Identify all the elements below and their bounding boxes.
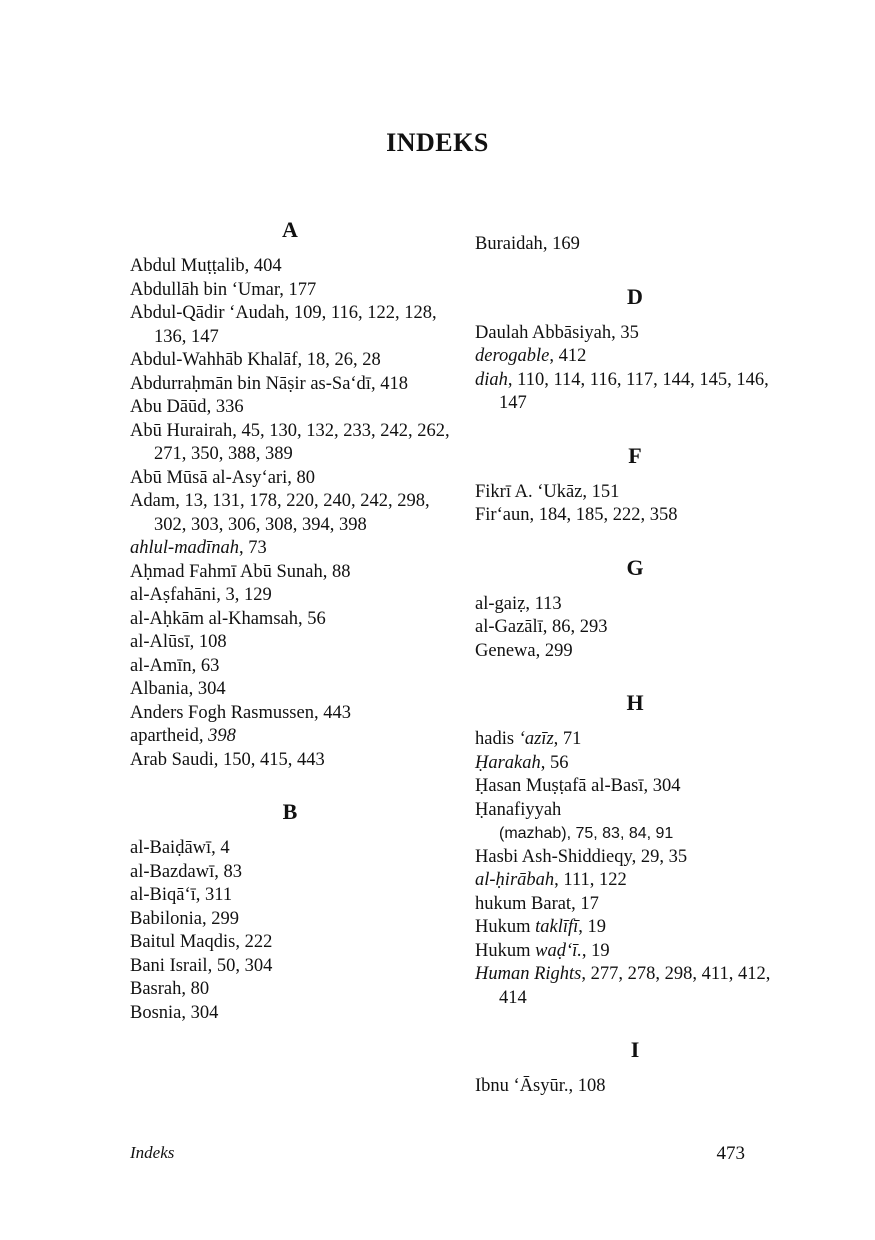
index-term: al-Gazālī — [475, 617, 543, 637]
index-term: Abdullāh bin ‘Umar — [130, 279, 280, 300]
index-entry — [475, 640, 795, 664]
index-pages: , 109, 116, 122, 128, 136, 147 — [154, 303, 437, 347]
index-pages: , 111, 122 — [554, 870, 627, 890]
index-entry — [130, 584, 450, 608]
index-pages: , 222 — [235, 932, 273, 952]
index-pages: , 169 — [542, 234, 580, 254]
index-term: al-Bazdawī — [130, 861, 215, 882]
index-pages: , 80 — [181, 979, 210, 999]
index-pages: , 418 — [370, 373, 408, 394]
index-pages: , 80 — [287, 467, 315, 488]
index-entry — [475, 752, 795, 776]
index-entry — [130, 655, 450, 679]
index-pages: , 83 — [214, 861, 242, 882]
page-title: INDEKS — [386, 128, 489, 157]
index-term: Abū Hurairah — [130, 420, 233, 441]
index-term: Adam — [130, 491, 176, 511]
index-entry — [130, 955, 450, 979]
index-entry — [475, 775, 795, 799]
index-term: derogable — [475, 346, 550, 366]
index-subentry: (mazhab), 75, 83, 84, 91 — [499, 825, 674, 842]
index-term: al-Amīn — [130, 655, 192, 676]
section-letter: B — [282, 799, 298, 824]
index-term: Ḥarakah — [475, 752, 541, 773]
index-term: Hukum — [475, 940, 536, 961]
index-term: Human Rights — [475, 964, 582, 984]
index-entry — [475, 916, 795, 940]
index-entry — [130, 420, 450, 467]
index-pages: , 18, 26, 28 — [297, 350, 381, 370]
index-term: al-Baiḍāwī — [130, 838, 212, 858]
index-pages: , 19 — [581, 940, 610, 961]
index-entry — [475, 481, 795, 505]
index-entry — [130, 302, 450, 349]
section-letter: G — [626, 554, 644, 580]
index-entry — [130, 908, 450, 932]
index-term: Abu Dāūd — [130, 397, 207, 417]
index-entry — [475, 846, 795, 870]
index-term: hadis — [475, 729, 519, 749]
index-entry — [130, 1002, 450, 1026]
index-entry — [130, 349, 450, 373]
index-pages: , 304 — [643, 776, 681, 796]
index-pages: , 398 — [198, 726, 236, 746]
index-term: Abū Mūsā al-Asy‘ari — [130, 467, 288, 488]
index-term: al-gaiẓ — [475, 593, 526, 614]
index-pages: , 151 — [582, 481, 620, 502]
section-letter: F — [628, 442, 642, 468]
index-term: Hasbi Ash-Shiddieqy — [475, 846, 632, 867]
index-term: ahlul-madīnah — [130, 538, 239, 558]
index-entry — [475, 728, 795, 752]
index-pages: , 45, 130, 132, 233, 242, 262, 271, 350, 388, 389 — [154, 420, 450, 464]
index-term: Ibnu ‘Āsyūr. — [475, 1076, 569, 1096]
index-entry — [475, 1075, 795, 1099]
index-term: Hukum — [475, 917, 536, 937]
index-entry — [475, 940, 795, 964]
index-pages: , 88 — [322, 561, 351, 582]
index-term: Fir‘aun — [475, 505, 530, 525]
index-term: Fikrī A. ‘Ukāz — [475, 481, 583, 502]
index-column-right — [475, 205, 795, 1099]
index-term: Buraidah — [475, 234, 543, 254]
index-term: Bani Israil — [130, 955, 208, 976]
index-entry — [475, 616, 795, 640]
index-pages: , 304 — [181, 1002, 219, 1023]
index-term: Albania — [130, 679, 189, 699]
index-pages: , 17 — [571, 893, 599, 914]
section-spacer — [475, 257, 795, 272]
index-pages: , 277, 278, 298, 411, 412, 414 — [499, 964, 771, 1008]
index-pages: , 412 — [549, 346, 587, 366]
index-entry — [475, 504, 795, 528]
index-pages: , 299 — [201, 908, 239, 929]
index-entry — [475, 322, 795, 346]
index-entry — [475, 369, 795, 416]
index-entry — [130, 837, 450, 861]
index-entry — [475, 799, 795, 846]
index-pages: , 110, 114, 116, 117, 144, 145, 146, 147 — [499, 369, 769, 413]
index-pages: , 311 — [195, 885, 233, 905]
index-pages: , 113 — [525, 593, 562, 614]
index-entry — [130, 373, 450, 397]
index-term-italic: waḍ‘ī. — [535, 940, 582, 961]
index-pages: , 3, 129 — [216, 585, 272, 605]
index-term: Aḥmad Fahmī Abū Sunah — [130, 561, 323, 582]
index-pages: , 404 — [244, 256, 282, 276]
index-entry — [130, 396, 450, 420]
index-term: al-Aṣfahāni — [130, 585, 217, 605]
index-entry — [475, 869, 795, 893]
index-term: Daulah Abbāsiyah — [475, 322, 612, 343]
index-term: Basrah — [130, 979, 182, 999]
index-pages: , 63 — [191, 655, 220, 676]
index-entry — [130, 255, 450, 279]
index-term: Ḥanafiyyah — [475, 799, 562, 820]
index-pages: , 336 — [206, 397, 244, 417]
index-entry — [130, 749, 450, 773]
index-pages: , 108 — [189, 632, 227, 652]
index-pages: , 19 — [578, 917, 607, 937]
index-pages: , 56 — [297, 608, 326, 629]
index-term-italic: taklīfī — [535, 917, 579, 937]
index-term: diah — [475, 369, 508, 390]
index-pages: , 4 — [211, 838, 230, 858]
index-term: hukum Barat — [475, 893, 572, 914]
index-term: Bosnia — [130, 1002, 182, 1023]
index-entry — [130, 978, 450, 1002]
index-entry — [130, 931, 450, 955]
index-column-left — [130, 205, 450, 1025]
index-pages: , 184, 185, 222, 358 — [529, 505, 678, 525]
index-term: Abdurraḥmān bin Nāṣir as-Sa‘dī — [130, 373, 371, 394]
index-pages: , 304 — [188, 679, 226, 699]
index-pages: , 86, 293 — [542, 617, 608, 637]
running-head: Indeks — [130, 1143, 175, 1162]
index-pages: , 73 — [238, 538, 267, 558]
index-entry — [130, 861, 450, 885]
index-term: Abdul-Qādir ‘Audah — [130, 303, 285, 323]
index-term: Abdul Muṭṭalib — [130, 256, 245, 276]
index-entry — [130, 884, 450, 908]
index-term: Arab Saudi — [130, 749, 214, 770]
index-pages: , 177 — [279, 279, 317, 300]
index-term: Abdul-Wahhāb Khalāf — [130, 350, 298, 370]
index-term: Anders Fogh Rasmussen — [130, 702, 314, 723]
index-pages: , 50, 304 — [207, 955, 273, 976]
index-entry — [130, 279, 450, 303]
section-letter: H — [626, 690, 644, 715]
index-term: Baitul Maqdis — [130, 932, 236, 952]
index-pages: , 299 — [535, 640, 573, 661]
index-entry — [130, 608, 450, 632]
section-spacer — [475, 416, 795, 431]
index-pages: , 150, 415, 443 — [213, 749, 325, 770]
index-pages: , 29, 35 — [631, 846, 688, 867]
section-spacer — [475, 205, 795, 233]
index-term: Genewa — [475, 640, 536, 661]
section-letter: D — [627, 283, 643, 309]
index-term: al-Biqā‘ī — [130, 885, 196, 905]
index-entry — [130, 725, 450, 749]
index-term: Babilonia — [130, 908, 202, 929]
index-entry — [475, 893, 795, 917]
index-term: al-Aḥkām al-Khamsah — [130, 608, 298, 629]
index-entry — [130, 561, 450, 585]
index-term-italic: ‘azīz — [518, 729, 554, 749]
index-pages: , 71 — [553, 729, 582, 749]
index-entry — [475, 345, 795, 369]
index-entry — [130, 537, 450, 561]
index-entry — [475, 593, 795, 617]
index-term: al-ḥirābah — [475, 870, 555, 890]
section-spacer — [130, 772, 450, 787]
section-spacer — [475, 1010, 795, 1025]
index-entry — [130, 467, 450, 491]
index-entry — [130, 678, 450, 702]
page-number: 473 — [716, 1143, 745, 1164]
index-term: Ḥasan Muṣṭafā al-Basī — [475, 776, 644, 796]
index-pages: , 443 — [313, 702, 351, 723]
section-letter: A — [282, 217, 298, 242]
index-entry — [130, 702, 450, 726]
section-spacer — [475, 528, 795, 543]
index-entry — [475, 233, 795, 257]
section-letter: I — [630, 1037, 640, 1062]
index-term: apartheid — [130, 726, 199, 746]
index-pages: , 56 — [540, 752, 569, 773]
index-pages: , 35 — [611, 322, 639, 343]
index-entry — [475, 963, 795, 1010]
index-pages: , 13, 131, 178, 220, 240, 242, 298, 302, 303, 306, 308, 394, 398 — [154, 491, 430, 535]
section-spacer — [475, 663, 795, 678]
index-entry — [130, 490, 450, 537]
index-pages: , 108 — [568, 1076, 606, 1096]
index-entry — [130, 631, 450, 655]
index-term: al-Alūsī — [130, 632, 190, 652]
